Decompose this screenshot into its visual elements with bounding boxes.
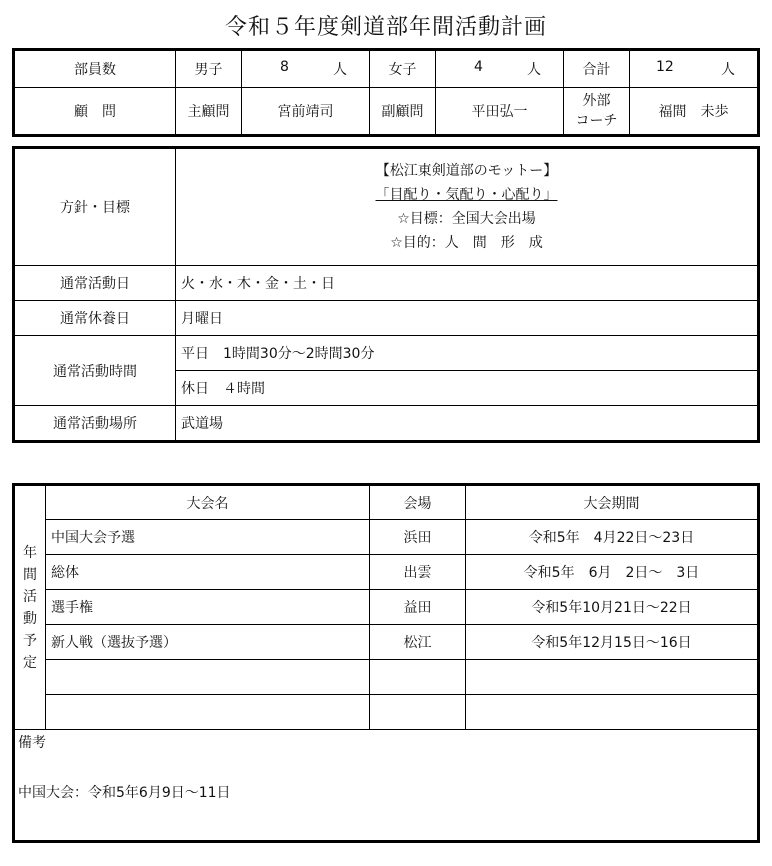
advisor-label: 顧 問 <box>14 88 176 136</box>
table-row <box>14 625 759 660</box>
rest-days-value: 月曜日 <box>176 301 759 336</box>
activity-place-value: 武道場 <box>176 406 759 442</box>
rest-days-label: 通常休養日 <box>14 301 176 336</box>
motto-text: 「目配り・気配り・心配り」 <box>375 187 558 203</box>
remarks-box <box>14 730 759 842</box>
side-char: 予 <box>23 632 37 649</box>
activity-info-table <box>12 146 760 443</box>
header-period: 大会期間 <box>466 485 759 520</box>
table-row <box>14 695 759 730</box>
total-count: 12 <box>656 59 674 75</box>
male-count-cell <box>242 50 370 88</box>
coach-label-line1: 外部 <box>582 93 611 109</box>
activity-days-label: 通常活動日 <box>14 266 176 301</box>
male-count: 8 <box>280 59 289 75</box>
male-unit: 人 <box>333 62 347 78</box>
event-period <box>466 695 759 730</box>
side-char: 動 <box>23 610 37 627</box>
side-char: 年 <box>23 544 37 561</box>
members-table <box>12 48 760 137</box>
main-advisor-name: 宮前靖司 <box>242 88 370 136</box>
remarks-label: 備考 <box>18 735 46 751</box>
remarks-text: 中国大会：令和5年6月9日～11日 <box>18 785 231 801</box>
event-name: 選手権 <box>46 590 370 625</box>
header-venue: 会場 <box>370 485 466 520</box>
coach-label-line2: コーチ <box>575 113 618 129</box>
total-count-cell <box>630 50 759 88</box>
event-name: 新人戦（選抜予選） <box>46 625 370 660</box>
goal-text: ☆目標：全国大会出場 <box>397 211 536 227</box>
female-count: 4 <box>474 59 483 75</box>
event-name: 中国大会予選 <box>46 520 370 555</box>
table-row <box>14 520 759 555</box>
event-venue <box>370 660 466 695</box>
female-unit: 人 <box>527 62 541 78</box>
event-venue: 松江 <box>370 625 466 660</box>
schedule-table <box>12 483 760 843</box>
event-name <box>46 660 370 695</box>
female-label: 女子 <box>370 50 436 88</box>
side-char: 活 <box>23 588 37 605</box>
event-period: 令和5年 6月 2日～ 3日 <box>466 555 759 590</box>
female-count-cell <box>436 50 564 88</box>
event-name: 総体 <box>46 555 370 590</box>
purpose-text: ☆目的：人 間 形 成 <box>390 235 543 251</box>
sub-advisor-name: 平田弘一 <box>436 88 564 136</box>
coach-label <box>564 88 630 136</box>
policy-content <box>176 148 759 266</box>
members-label: 部員数 <box>14 50 176 88</box>
main-advisor-label: 主顧問 <box>176 88 242 136</box>
side-char: 定 <box>23 654 37 671</box>
activity-days-value: 火・水・木・金・土・日 <box>176 266 759 301</box>
weekday-hours: 平日 1時間30分～2時間30分 <box>176 336 759 371</box>
header-name: 大会名 <box>46 485 370 520</box>
event-venue: 益田 <box>370 590 466 625</box>
event-name <box>46 695 370 730</box>
holiday-hours: 休日 ４時間 <box>176 371 759 406</box>
page-title: 令和５年度剣道部年間活動計画 <box>224 15 547 40</box>
coach-name: 福間 未歩 <box>630 88 759 136</box>
event-venue: 浜田 <box>370 520 466 555</box>
event-period: 令和5年 4月22日～23日 <box>466 520 759 555</box>
male-label: 男子 <box>176 50 242 88</box>
policy-label: 方針・目標 <box>14 148 176 266</box>
motto-heading: 【松江東剣道部のモットー】 <box>375 163 558 179</box>
side-char: 間 <box>23 566 37 583</box>
event-venue: 出雲 <box>370 555 466 590</box>
total-label: 合計 <box>564 50 630 88</box>
sub-advisor-label: 副顧問 <box>370 88 436 136</box>
table-row <box>14 555 759 590</box>
event-venue <box>370 695 466 730</box>
activity-hours-label: 通常活動時間 <box>14 336 176 406</box>
total-unit: 人 <box>721 62 735 78</box>
event-period: 令和5年10月21日～22日 <box>466 590 759 625</box>
event-period: 令和5年12月15日～16日 <box>466 625 759 660</box>
schedule-side-label <box>14 485 46 730</box>
table-row <box>14 660 759 695</box>
event-period <box>466 660 759 695</box>
table-row <box>14 590 759 625</box>
activity-place-label: 通常活動場所 <box>14 406 176 442</box>
